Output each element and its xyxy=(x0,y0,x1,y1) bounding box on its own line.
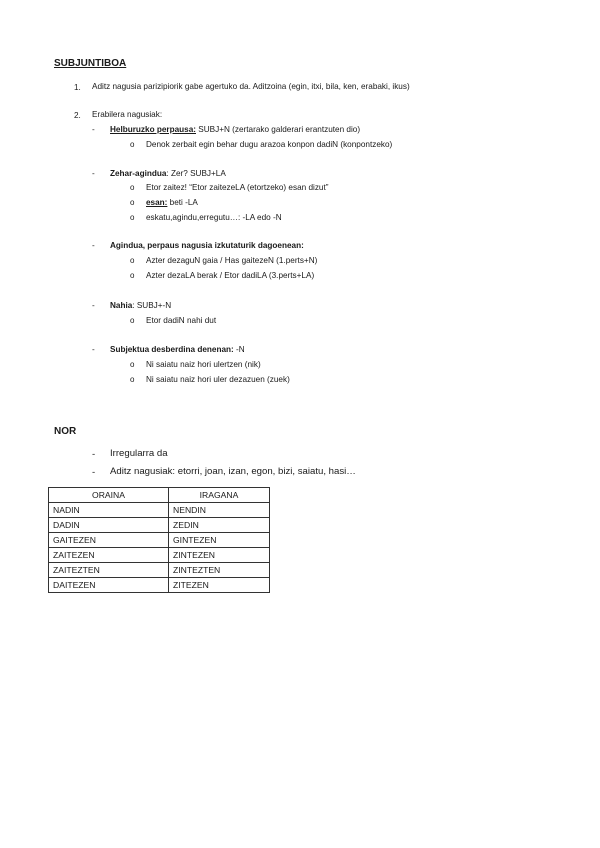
table-cell: NENDIN xyxy=(169,503,270,518)
group-label: Helburuzko perpausa: xyxy=(110,125,196,134)
table-cell: NADIN xyxy=(49,503,169,518)
table-row xyxy=(49,518,270,533)
conjugation-table xyxy=(48,487,270,593)
table-cell: DAITEZEN xyxy=(49,578,169,593)
table-header-oraina: ORAINA xyxy=(49,488,169,503)
sub-item: Ni saiatu naiz hori uler dezazuen (zuek) xyxy=(146,375,290,384)
group-label: Subjektua desberdina denenan: xyxy=(110,345,234,354)
group-subjektua xyxy=(110,345,245,355)
circle-bullet: o xyxy=(130,256,135,265)
sub-item: Azter dezaLA berak / Etor dadiLA (3.perts+LA) xyxy=(146,271,315,280)
dash-bullet: - xyxy=(92,467,96,478)
group-helburuzko xyxy=(110,125,360,135)
circle-bullet: o xyxy=(130,316,135,325)
dash-bullet: - xyxy=(92,345,95,354)
group-rest: : Zer? SUBJ+LA xyxy=(166,169,226,178)
table-cell: DADIN xyxy=(49,518,169,533)
sub-item: Ni saiatu naiz hori ulertzen (nik) xyxy=(146,360,261,369)
circle-bullet: o xyxy=(130,360,135,369)
group-agindua: Agindua, perpaus nagusia izkutaturik dagoenean: xyxy=(110,241,304,250)
table-row xyxy=(49,548,270,563)
sub-label: esan: xyxy=(146,198,168,207)
group-rest: SUBJ+N (zertarako galderari erantzuten dio) xyxy=(196,125,361,134)
group-nahia xyxy=(110,301,171,311)
nor-item-1: Irregularra da xyxy=(110,448,168,459)
table-row xyxy=(49,578,270,593)
group-label: Zehar-agindua xyxy=(110,169,167,178)
table-row xyxy=(49,533,270,548)
sub-item xyxy=(146,198,198,208)
table-cell: GAITEZEN xyxy=(49,533,169,548)
group-label: Nahia xyxy=(110,301,133,310)
circle-bullet: o xyxy=(130,198,135,207)
table-cell: GINTEZEN xyxy=(169,533,270,548)
circle-bullet: o xyxy=(130,375,135,384)
table-row xyxy=(49,563,270,578)
sub-rest: beti -LA xyxy=(167,198,198,207)
list-number-2: 2. xyxy=(74,111,81,120)
circle-bullet: o xyxy=(130,183,135,192)
circle-bullet: o xyxy=(130,140,135,149)
group-rest: -N xyxy=(233,345,245,354)
sub-item: Etor zaitez! “Etor zaitezeLA (etortzeko) esan dizut” xyxy=(146,183,329,192)
table-cell: ZAITEZTEN xyxy=(49,563,169,578)
dash-bullet: - xyxy=(92,449,96,460)
dash-bullet: - xyxy=(92,125,95,134)
section-title-nor: NOR xyxy=(54,426,77,437)
table-header-iragana: IRAGANA xyxy=(169,488,270,503)
group-rest: : SUBJ+-N xyxy=(132,301,172,310)
list-item-2-text: Erabilera nagusiak: xyxy=(92,110,163,119)
list-number-1: 1. xyxy=(74,83,81,92)
table-cell: ZINTEZEN xyxy=(169,548,270,563)
sub-item: Denok zerbait egin behar dugu arazoa konpon dadiN (konpontzeko) xyxy=(146,140,393,149)
dash-bullet: - xyxy=(92,169,95,178)
list-item-1-text: Aditz nagusia parizipiorik gabe agertuko da. Aditzoina (egin, itxi, bila, ken, erabaki, ikus) xyxy=(92,82,410,91)
dash-bullet: - xyxy=(92,241,95,250)
group-zehar-agindua xyxy=(110,169,226,179)
circle-bullet: o xyxy=(130,213,135,222)
sub-item: Azter dezaguN gaia / Has gaitezeN (1.perts+N) xyxy=(146,256,318,265)
section-title-subjuntiboa: SUBJUNTIBOA xyxy=(54,58,127,69)
table-cell: ZINTEZTEN xyxy=(169,563,270,578)
sub-item: eskatu,agindu,erregutu…: -LA edo -N xyxy=(146,213,282,222)
dash-bullet: - xyxy=(92,301,95,310)
table-cell: ZEDIN xyxy=(169,518,270,533)
table-header-row xyxy=(49,488,270,503)
table-cell: ZAITEZEN xyxy=(49,548,169,563)
sub-item: Etor dadiN nahi dut xyxy=(146,316,217,325)
nor-item-2: Aditz nagusiak: etorri, joan, izan, egon, bizi, saiatu, hasi… xyxy=(110,466,356,477)
table-cell: ZITEZEN xyxy=(169,578,270,593)
circle-bullet: o xyxy=(130,271,135,280)
table-row xyxy=(49,503,270,518)
